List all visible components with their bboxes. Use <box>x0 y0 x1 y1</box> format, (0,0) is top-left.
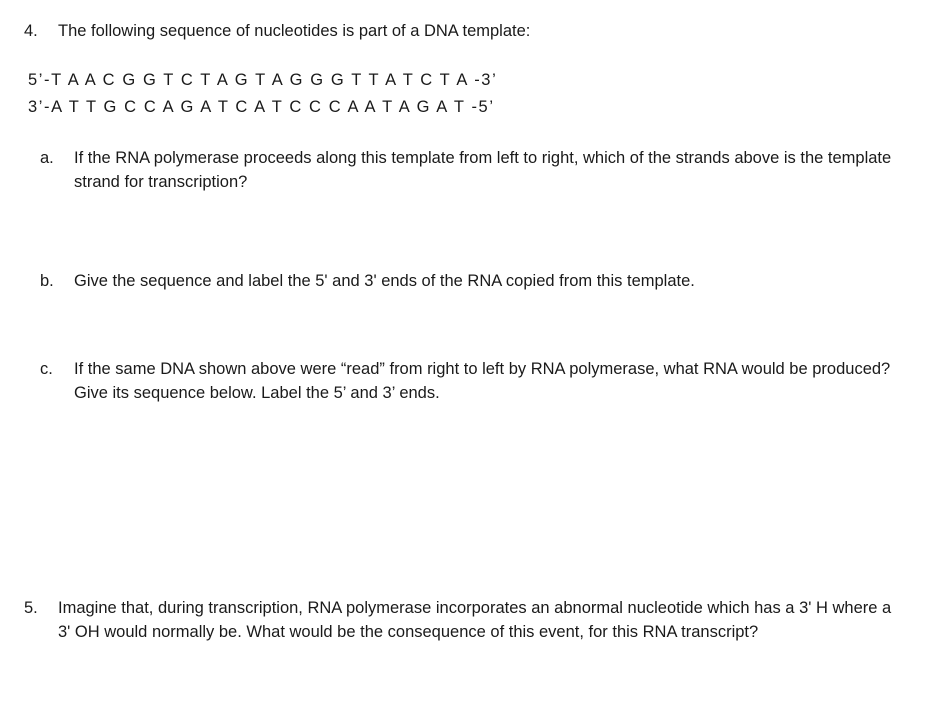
part-a-text: If the RNA polymerase proceeds along this template from left to right, which of the strands above is the template strand for transcription? <box>74 149 892 191</box>
part-b-label: b. <box>40 272 54 290</box>
part-c-text: If the same DNA shown above were “read” from right to left by RNA polymerase, what RNA would be produced? Give its sequence below. Label the 5’ and 3’ ends. <box>74 360 891 402</box>
dna-strand-top: 5’-T A A C G G T C T A G T A G G G T T A T C T A -3’ <box>28 71 498 89</box>
question-4-number: 4. <box>24 22 38 40</box>
question-5-text: Imagine that, during transcription, RNA polymerase incorporates an abnormal nucleotide which has a 3' H where a 3' OH would normally be. What would be the consequence of this event, for this RNA transcript? <box>58 599 892 641</box>
question-4-prompt: The following sequence of nucleotides is part of a DNA template: <box>58 22 531 40</box>
dna-strand-bottom: 3’-A T T G C C A G A T C A T C C C A A T A G A T -5’ <box>28 98 495 116</box>
part-c-label: c. <box>40 360 53 378</box>
part-a-label: a. <box>40 149 54 167</box>
part-b-text: Give the sequence and label the 5' and 3' ends of the RNA copied from this template. <box>74 272 695 290</box>
question-5-number: 5. <box>24 599 38 617</box>
